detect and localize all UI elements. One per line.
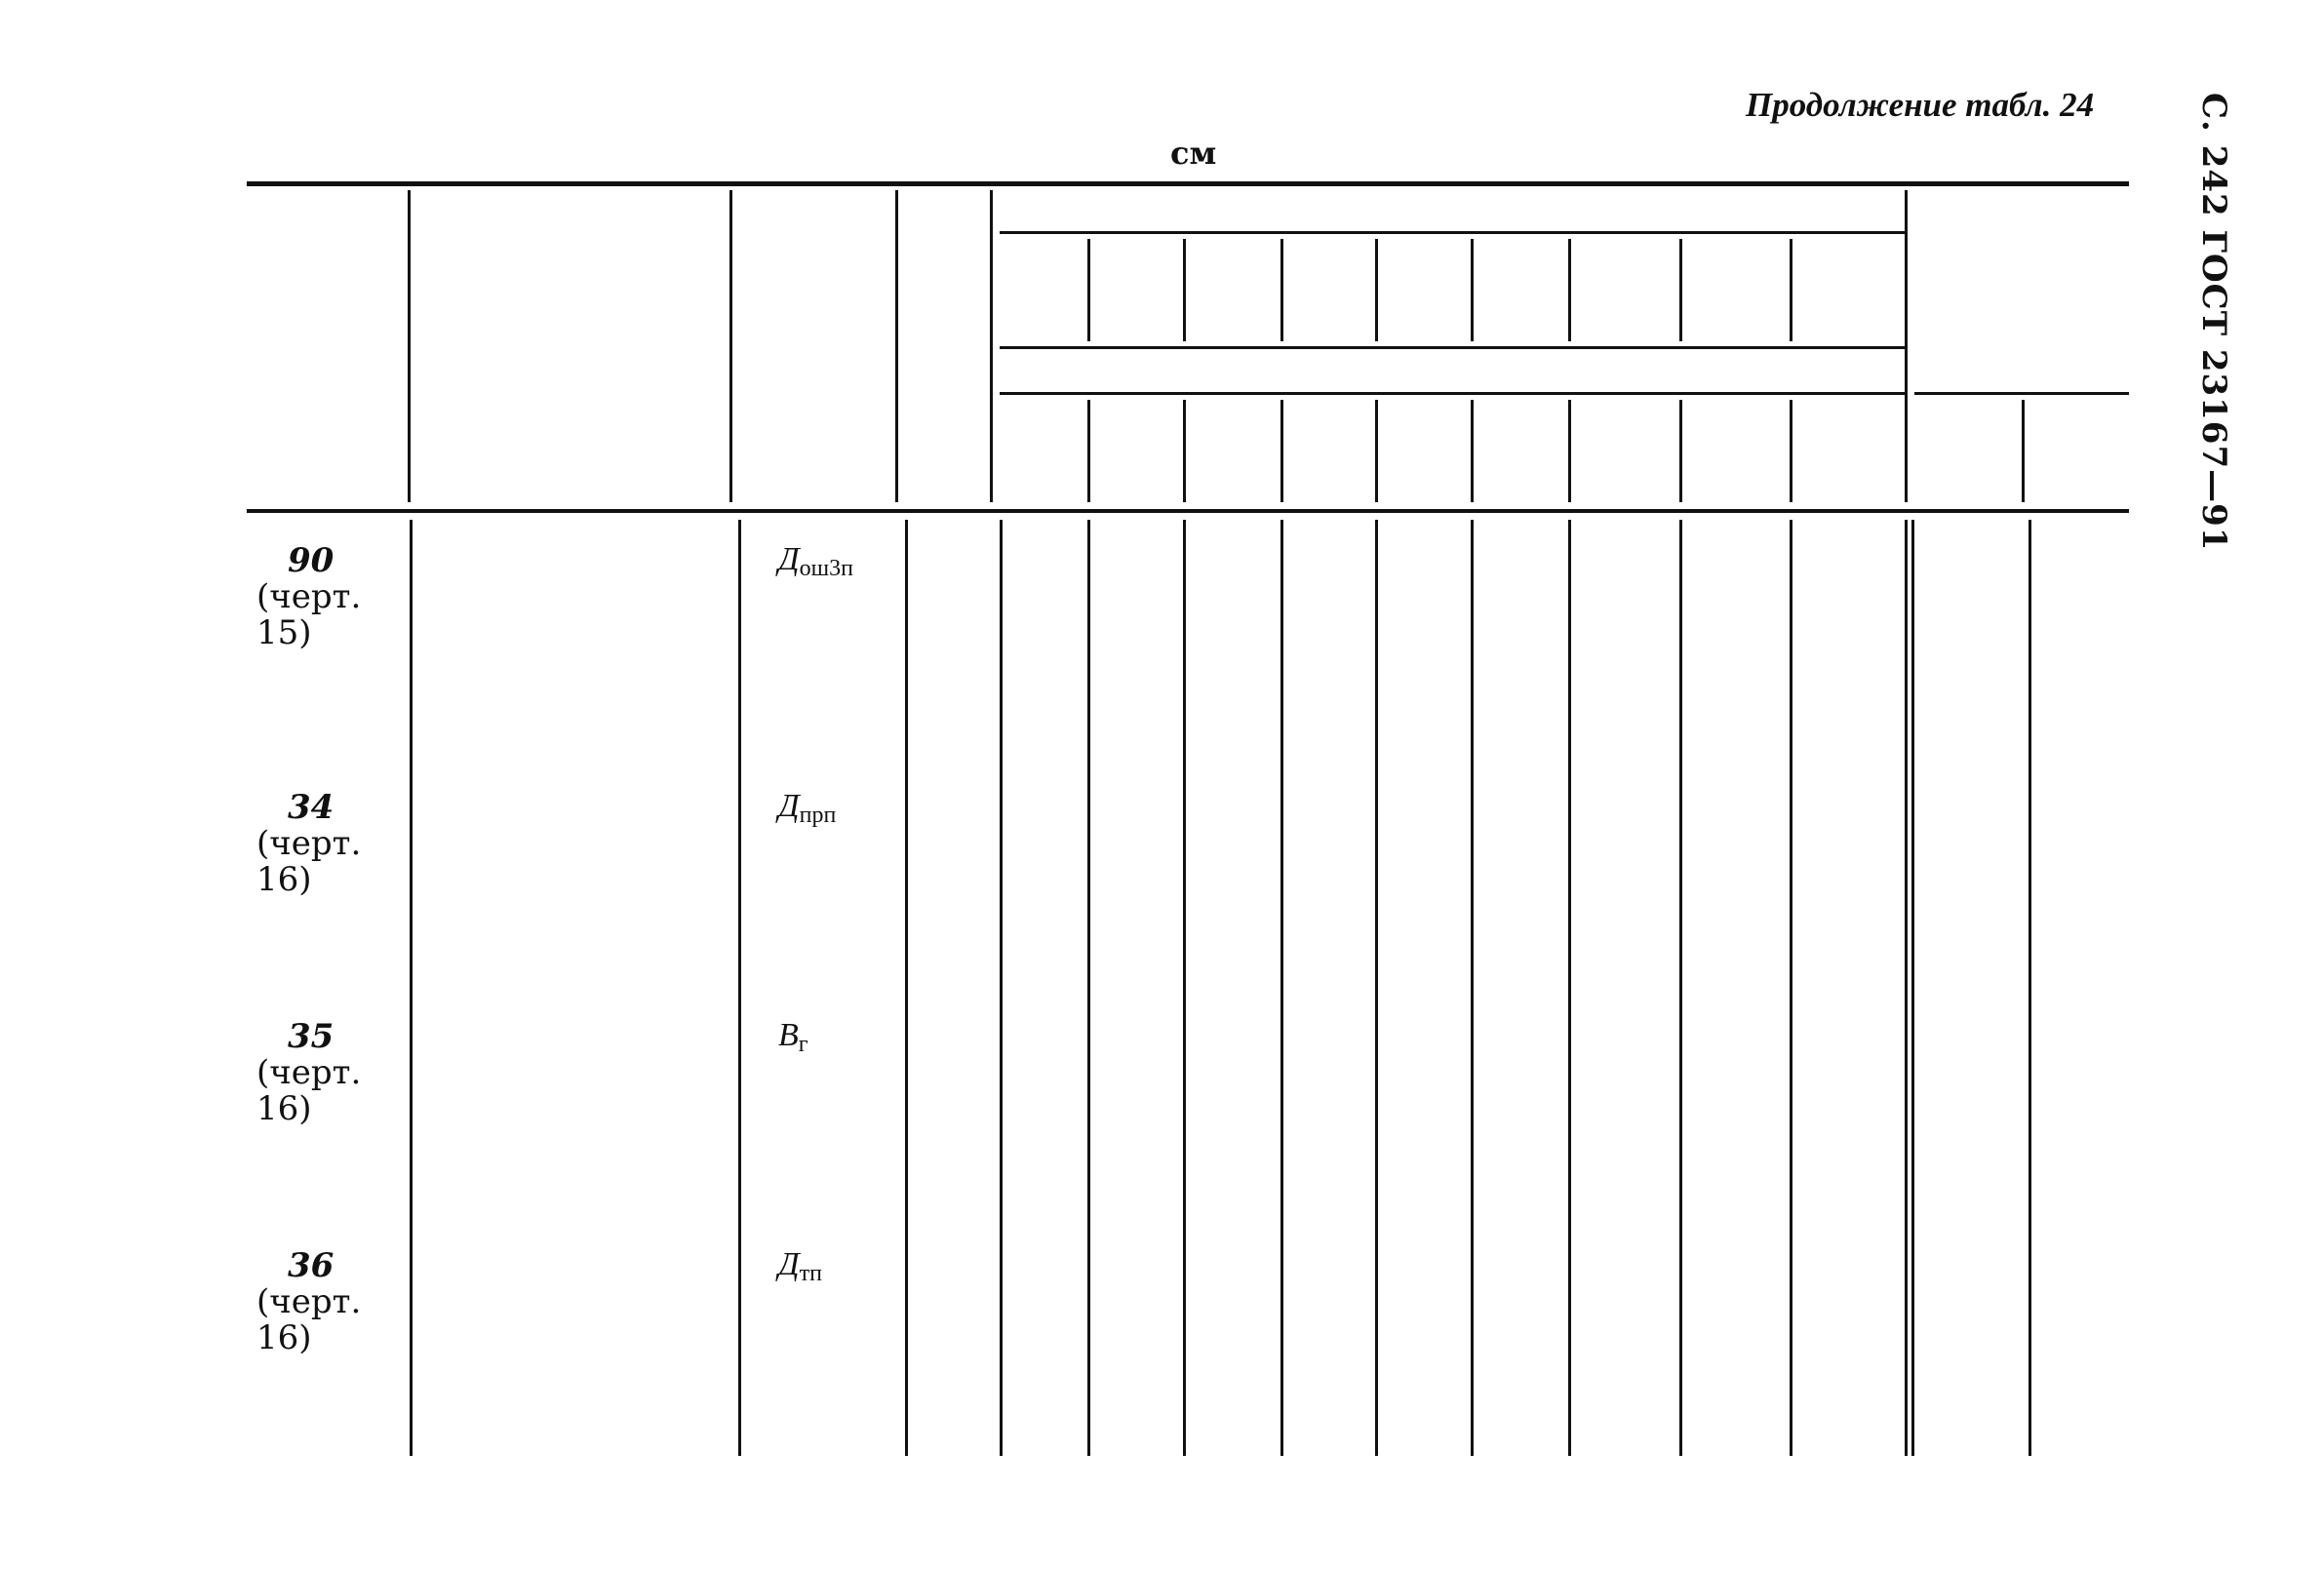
column-divider	[1471, 520, 1474, 1456]
row-drawing-ref: (черт. 16)	[256, 1053, 362, 1128]
symbol-letter: В	[778, 1017, 799, 1053]
symbol-letter: Д	[778, 1246, 800, 1282]
column-divider	[1568, 239, 1571, 341]
column-divider	[408, 190, 411, 502]
row-number-value: 36	[288, 1246, 335, 1285]
column-divider	[1375, 239, 1378, 341]
unit-label: см	[1170, 135, 1217, 172]
symbol-subscript: тп	[799, 1261, 822, 1286]
chest-underline	[1000, 231, 1905, 234]
column-divider	[905, 520, 908, 1456]
row-number	[256, 790, 364, 898]
column-divider	[1183, 520, 1186, 1456]
column-divider	[1471, 239, 1474, 341]
row-number-value: 90	[288, 541, 335, 580]
column-divider	[990, 190, 993, 502]
row-drawing-ref: (черт. 16)	[256, 1282, 362, 1357]
row-symbol	[778, 1246, 822, 1287]
row-symbol	[778, 1017, 808, 1058]
column-divider	[1280, 400, 1283, 502]
row-number	[256, 543, 364, 651]
row-drawing-ref: (черт. 16)	[256, 824, 362, 899]
column-divider	[1790, 400, 1792, 502]
column-divider	[1375, 400, 1378, 502]
column-divider	[1375, 520, 1378, 1456]
column-divider	[729, 190, 732, 502]
column-divider	[1087, 520, 1090, 1456]
column-divider	[1568, 520, 1571, 1456]
table-top-rule	[247, 181, 2129, 186]
column-divider	[1087, 400, 1090, 502]
diff-underline	[1914, 392, 2129, 395]
symbol-subscript: ош3п	[799, 556, 853, 581]
column-divider	[410, 520, 413, 1456]
symbol-letter: Д	[778, 541, 800, 577]
column-divider	[1905, 190, 1908, 502]
column-divider	[1568, 400, 1571, 502]
row-number-value: 35	[288, 1017, 335, 1056]
waist-underline	[1000, 392, 1905, 395]
header-symbol	[756, 310, 873, 495]
column-divider	[2022, 400, 2025, 502]
symbol-letter: Д	[778, 788, 800, 824]
waist-overline	[1000, 346, 1905, 349]
continuation-title: Продолжение табл. 24	[1746, 86, 2095, 124]
column-divider	[1679, 400, 1682, 502]
row-symbol	[778, 541, 853, 582]
column-divider	[1183, 239, 1186, 341]
row-drawing-ref: (черт. 15)	[256, 577, 362, 652]
column-divider	[1790, 239, 1792, 341]
symbol-subscript: прп	[799, 803, 837, 828]
column-divider	[1679, 239, 1682, 341]
column-divider	[895, 190, 898, 502]
column-divider	[1087, 239, 1090, 341]
row-number-value: 34	[288, 788, 335, 827]
row-number	[256, 1248, 364, 1356]
column-divider	[1911, 520, 1914, 1456]
column-divider	[1679, 520, 1682, 1456]
column-divider	[738, 520, 741, 1456]
column-divider	[2029, 520, 2031, 1456]
column-divider	[1790, 520, 1792, 1456]
row-symbol	[778, 788, 836, 829]
page-side-label: С. 242 ГОСТ 23167—91	[2194, 93, 2233, 552]
row-number	[256, 1019, 364, 1127]
column-divider	[1280, 520, 1283, 1456]
symbol-subscript: г	[798, 1032, 808, 1057]
column-divider	[1471, 400, 1474, 502]
column-divider	[1280, 239, 1283, 341]
header-bottom-rule	[247, 509, 2129, 513]
column-divider	[1905, 520, 1908, 1456]
column-divider	[1183, 400, 1186, 502]
column-divider	[1000, 520, 1003, 1456]
